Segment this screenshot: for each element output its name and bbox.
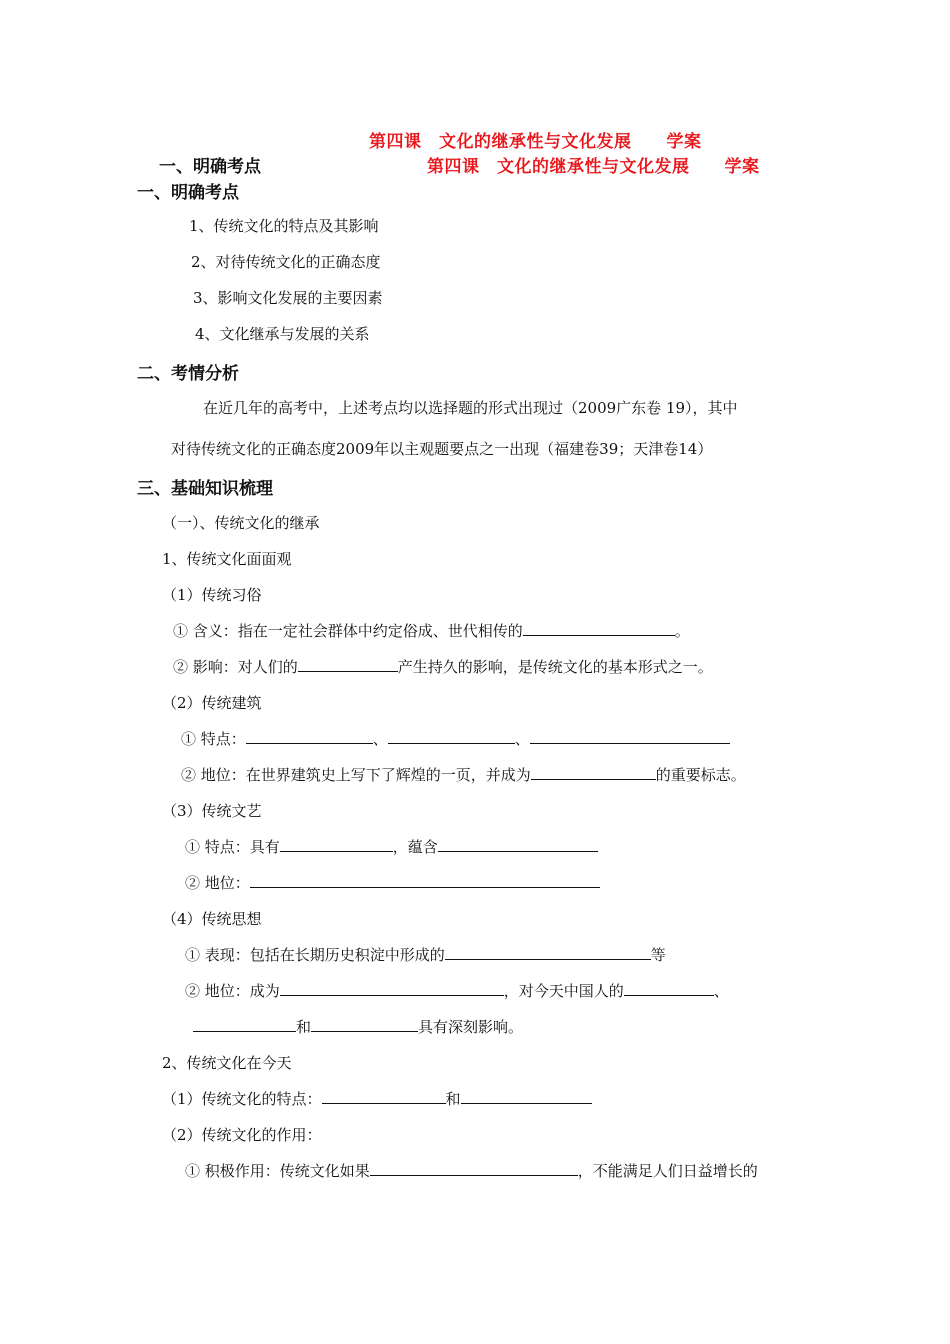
answer-blank[interactable] <box>322 1089 446 1104</box>
fill-in-line: ② 地位：成为 ，对今天中国人的 、 <box>185 982 729 1000</box>
list-item: 4、文化继承与发展的关系 <box>195 325 370 343</box>
answer-blank[interactable] <box>438 837 598 852</box>
subpoint-heading: （2）传统文化的作用： <box>162 1126 322 1144</box>
fill-in-line: ① 含义：指在一定社会群体中约定俗成、世代相传的 。 <box>173 622 690 640</box>
document-title: 第四课 文化的继承性与文化发展 学案 <box>369 132 702 152</box>
list-item: 3、影响文化发展的主要因素 <box>193 289 383 307</box>
subpoint-heading: （4）传统思想 <box>162 910 262 928</box>
answer-blank[interactable] <box>445 945 651 960</box>
fill-in-line: ① 特点： 、 、 <box>181 728 730 749</box>
fill-in-line: ① 特点：具有 ，蕴含 <box>185 836 598 857</box>
fill-in-line: ② 影响：对人们的 产生持久的影响，是传统文化的基本形式之一。 <box>173 658 713 676</box>
fill-in-line: ① 积极作用：传统文化如果 ，不能满足人们日益增长的 <box>185 1162 758 1180</box>
subsection-heading: （一）、传统文化的继承 <box>162 514 320 532</box>
list-item: 2、对待传统文化的正确态度 <box>191 253 381 271</box>
answer-blank[interactable] <box>388 729 515 744</box>
answer-blank[interactable] <box>624 981 714 996</box>
answer-blank[interactable] <box>250 873 600 888</box>
paragraph-line: 对待传统文化的正确态度2009年以主观题要点之一出现（福建卷39；天津卷14） <box>171 440 713 458</box>
answer-blank[interactable] <box>246 729 373 744</box>
answer-blank[interactable] <box>311 1017 418 1032</box>
point-heading: 2、传统文化在今天 <box>162 1054 292 1072</box>
answer-blank[interactable] <box>531 765 656 780</box>
fill-in-line: ② 地位：在世界建筑史上写下了辉煌的一页，并成为 的重要标志。 <box>181 766 746 784</box>
fill-in-line: （1）传统文化的特点： 和 <box>162 1088 592 1109</box>
subpoint-heading: （3）传统文艺 <box>162 802 262 820</box>
answer-blank[interactable] <box>370 1161 578 1176</box>
answer-blank[interactable] <box>193 1017 296 1032</box>
section-heading-2: 二、考情分析 <box>137 364 239 384</box>
fill-in-line: ① 表现：包括在长期历史积淀中形成的 等 <box>185 946 666 964</box>
answer-blank[interactable] <box>280 837 393 852</box>
section-heading-3: 三、基础知识梳理 <box>137 479 273 499</box>
answer-blank[interactable] <box>280 981 504 996</box>
answer-blank[interactable] <box>523 621 675 636</box>
subpoint-heading: （1）传统习俗 <box>162 586 262 604</box>
paragraph-line: 在近几年的高考中，上述考点均以选择题的形式出现过（2009广东卷 19），其中 <box>203 399 738 417</box>
answer-blank[interactable] <box>461 1089 592 1104</box>
point-heading: 1、传统文化面面观 <box>162 550 292 568</box>
answer-blank[interactable] <box>298 657 398 672</box>
subpoint-heading: （2）传统建筑 <box>162 694 262 712</box>
section-heading-ghost: 一、明确考点 <box>159 157 261 177</box>
section-heading-1: 一、明确考点 <box>137 183 239 203</box>
fill-in-line: ② 地位： <box>185 872 600 893</box>
list-item: 1、传统文化的特点及其影响 <box>189 217 379 235</box>
answer-blank[interactable] <box>530 729 730 744</box>
fill-in-line: 和 具有深刻影响。 <box>193 1016 523 1037</box>
document-title-duplicate: 第四课 文化的继承性与文化发展 学案 <box>427 157 760 177</box>
